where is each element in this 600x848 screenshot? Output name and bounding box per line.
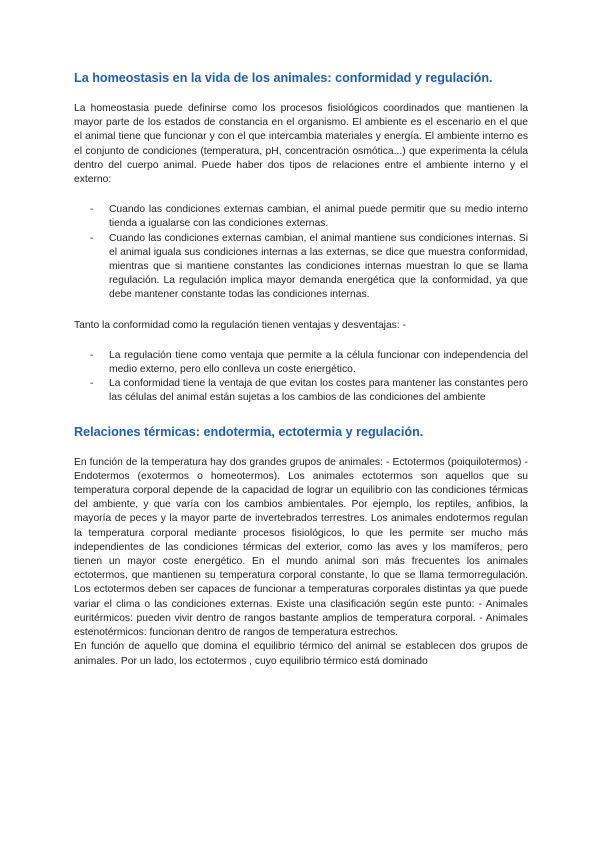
thermal-paragraph: En función de la temperatura hay dos grandes grupos de animales: - Ectotermos (poiquilotermos) - Endotermos (exotermos o homeotermos). Los animales ectotermos son aquellos que su temperatura corporal depende de la capacidad de lograr un equilibrio con las condiciones térmicas del ambiente, y que varía con los cambios ambientales. Por ejemplo, los reptiles, anfibios, la mayoría de peces y la mayor parte de invertebrados terrestres. Los animales endotermos regulan la temperatura corporal mediante procesos fisiológicos, lo que les permite ser mucho más independientes de las condiciones térmicas del exterior, como las aves y los mamíferos, pero tienen un mayor coste energético. En el mundo animal son más frecuentes los animales ectotermos, que mantienen su temperatura corporal constante, lo que se llama termorregulación. Los ectotermos deben ser capaces de funcionar a temperaturas corporales distintas ya que puede variar el clima o las condiciones externas. Existe una clasificación según este punto: - Animales euritérmicos: pueden vivir dentro de rangos bastante amplios de temperatura corporal. - Animales estenotérmicos: funcionan dentro de rangos de temperatura estrechos.: [74, 456, 528, 639]
dash-bullet: -: [90, 232, 94, 244]
dash-bullet: -: [90, 349, 94, 361]
list-item: [74, 377, 528, 405]
list-item: [74, 349, 528, 377]
list-item-text: La regulación tiene como ventaja que permite a la célula funcionar con independencia del medio externo, pero ello conlleva un coste energético.: [109, 349, 528, 376]
section-heading-homeostasis: La homeostasis en la vida de los animales: conformidad y regulación.: [74, 71, 493, 85]
dash-bullet: -: [90, 378, 94, 390]
list-item: [74, 232, 528, 303]
relations-list: [74, 203, 528, 302]
list-item-text: Cuando las condiciones externas cambian, el animal puede permitir que su medio interno tienda a igualarse con las condiciones externas.: [109, 204, 528, 230]
thermal-paragraph-continued: En función de aquello que domina el equilibrio térmico del animal se establecen dos grupos de animales. Por un lado, los ectotermos , cuyo equilibrio térmico está dominado: [74, 641, 528, 667]
dash-bullet: -: [90, 204, 94, 216]
intro-paragraph: La homeostasia puede definirse como los procesos fisiológicos coordinados que mantienen la mayor parte de los estados de constancia en el organismo. El ambiente es el escenario en el que el animal tiene que funcionar y con el que intercambia materiales y energía. El ambiente interno es el conjunto de condiciones (temperatura, pH, concentración osmótica...) que experimenta la célula dentro del cuerpo animal. Puede haber dos tipos de relaciones entre el ambiente interno y el externo:: [74, 103, 528, 186]
list-item: [74, 203, 528, 231]
section-heading-thermal: Relaciones térmicas: endotermia, ectotermia y regulación.: [74, 424, 424, 439]
advantages-list: [74, 349, 528, 406]
list-item-text: La conformidad tiene la ventaja de que evitan los costes para mantener las constantes pero las células del animal están sujetas a los cambios de las condiciones del ambiente: [109, 378, 528, 404]
list-item-text: Cuando las condiciones externas cambian, el animal mantiene sus condiciones internas. Si el animal iguala sus condiciones internas a las externas, se dice que muestra conformidad, mientras que si mantiene constantes las condiciones internas muestran lo que se llama regulación. La regulación implica mayor demanda energética que la conformidad, ya que debe mantener constante todas las condiciones internas.: [109, 232, 528, 301]
advantages-intro: Tanto la conformidad como la regulación tienen ventajas y desventajas: -: [74, 319, 406, 331]
